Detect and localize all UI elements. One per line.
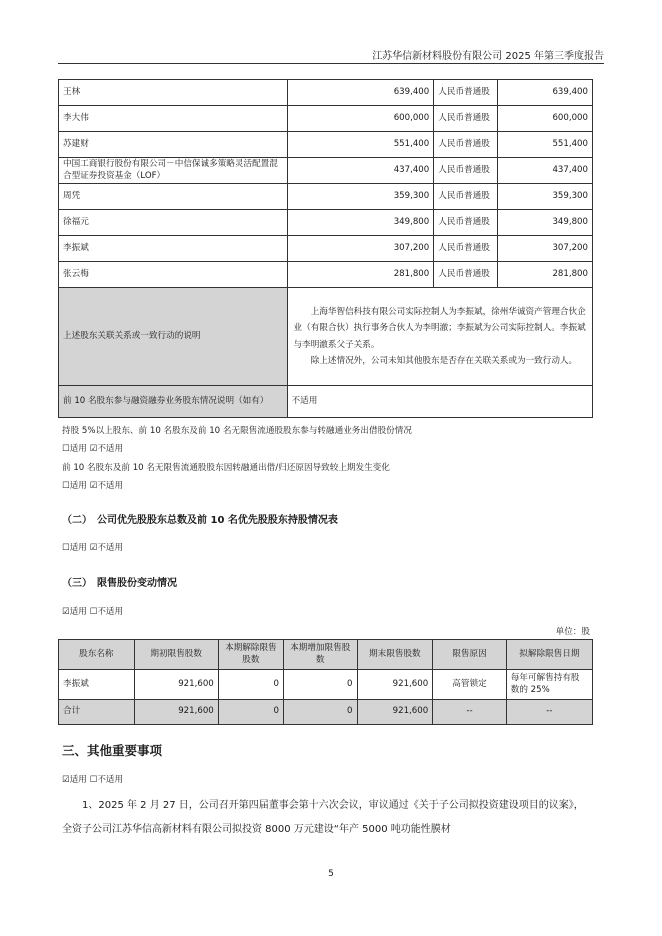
share-class: 人民币普通股	[434, 158, 498, 184]
share-count: 551,400	[498, 132, 593, 158]
shareholder-row	[59, 106, 593, 132]
shareholder-row	[59, 158, 593, 184]
unit-label: 单位：股	[555, 627, 590, 637]
shareholder-row	[59, 184, 593, 210]
shareholder-shares: 307,200	[287, 236, 434, 262]
share-count: 349,800	[498, 210, 593, 236]
other-matters-paragraph: 1、2025 年 2 月 27 日，公司召开第四届董事会第十六次会议，审议通过《关于子公司拟投资建设项目的议案》，全资子公司江苏华信高新材料有限公司拟投资 8000 万元建设“年产 5000 吨功能性膜材	[62, 800, 584, 835]
restricted-cell: 0	[218, 670, 283, 700]
shareholder-shares: 639,400	[287, 80, 434, 106]
restricted-cell: 合计	[59, 700, 135, 725]
relation-paragraph-2: 除上述情况外，公司未知其他股东是否存在关联关系或为一致行动人。	[310, 355, 578, 366]
shareholder-row	[59, 210, 593, 236]
shareholder-name: 中国工商银行股份有限公司－中信保诚多策略灵活配置混合型证券投资基金（LOF）	[59, 158, 288, 184]
share-class: 人民币普通股	[434, 236, 498, 262]
change-option: ☐适用 ☑不适用	[62, 481, 124, 491]
restricted-column-header: 期末限售股数	[357, 640, 433, 670]
shareholder-row	[59, 236, 593, 262]
shareholder-shares: 281,800	[287, 262, 434, 288]
relation-label: 上述股东关联关系或一致行动的说明	[59, 288, 288, 386]
header-divider	[58, 63, 604, 64]
share-class: 人民币普通股	[434, 184, 498, 210]
shareholder-shares: 437,400	[287, 158, 434, 184]
shareholder-shares: 600,000	[287, 106, 434, 132]
share-class: 人民币普通股	[434, 262, 498, 288]
restricted-total-row	[59, 700, 593, 725]
other-matters-option: ☑适用 ☐不适用	[62, 775, 124, 785]
restricted-cell: 每年可解售持有股数的 25%	[506, 670, 592, 700]
share-count: 437,400	[498, 158, 593, 184]
restricted-cell: 921,600	[134, 670, 218, 700]
section-restricted-option: ☑适用 ☐不适用	[62, 607, 124, 617]
share-count: 307,200	[498, 236, 593, 262]
shareholder-shares: 359,300	[287, 184, 434, 210]
shareholder-name: 苏建财	[59, 132, 288, 158]
shareholder-name: 李振斌	[59, 236, 288, 262]
restricted-cell: --	[506, 700, 592, 725]
shareholder-name: 王林	[59, 80, 288, 106]
other-matters-title: 三、其他重要事项	[62, 743, 163, 758]
restricted-cell: 李振斌	[59, 670, 135, 700]
restricted-cell: 921,600	[357, 670, 433, 700]
restricted-cell: 高管锁定	[433, 670, 507, 700]
restricted-shares-table	[58, 639, 593, 725]
share-class: 人民币普通股	[434, 106, 498, 132]
restricted-header-row	[59, 640, 593, 670]
page-number: 5	[328, 869, 334, 879]
relation-notes	[287, 288, 592, 386]
shareholder-shares: 349,800	[287, 210, 434, 236]
restricted-cell: 0	[283, 700, 357, 725]
shareholder-name: 张云梅	[59, 262, 288, 288]
shareholder-row	[59, 262, 593, 288]
share-count: 359,300	[498, 184, 593, 210]
shareholder-name: 李大伟	[59, 106, 288, 132]
share-count: 281,800	[498, 262, 593, 288]
margin-row	[59, 386, 593, 418]
restricted-row	[59, 670, 593, 700]
shareholder-name: 徐福元	[59, 210, 288, 236]
share-class: 人民币普通股	[434, 80, 498, 106]
shareholder-name: 周凭	[59, 184, 288, 210]
share-class: 人民币普通股	[434, 132, 498, 158]
restricted-column-header: 拟解除限售日期	[506, 640, 592, 670]
restricted-cell: --	[433, 700, 507, 725]
restricted-cell: 921,600	[357, 700, 433, 725]
restricted-column-header: 本期增加限售股数	[283, 640, 357, 670]
change-title: 前 10 名股东及前 10 名无限售流通股股东因转融通出借/归还原因导致较上期发生变化	[62, 463, 390, 473]
lending-option: ☐适用 ☑不适用	[62, 444, 124, 454]
restricted-cell: 0	[218, 700, 283, 725]
restricted-cell: 921,600	[134, 700, 218, 725]
restricted-column-header: 股东名称	[59, 640, 135, 670]
restricted-cell: 0	[283, 670, 357, 700]
section-restricted-title: （三） 限售股份变动情况	[62, 578, 177, 589]
share-count: 600,000	[498, 106, 593, 132]
share-count: 639,400	[498, 80, 593, 106]
share-class: 人民币普通股	[434, 210, 498, 236]
shareholder-row	[59, 80, 593, 106]
restricted-column-header: 限售原因	[433, 640, 507, 670]
margin-value: 不适用	[287, 386, 592, 418]
relation-row	[59, 288, 593, 386]
lending-title: 持股 5%以上股东、前 10 名股东及前 10 名无限售流通股股东参与转融通业务出借股份情况	[62, 426, 412, 436]
shareholder-row	[59, 132, 593, 158]
margin-label: 前 10 名股东参与融资融券业务股东情况说明（如有）	[59, 386, 288, 418]
section-preferred-title: （二） 公司优先股股东总数及前 10 名优先股股东持股情况表	[62, 515, 338, 526]
restricted-column-header: 期初限售股数	[134, 640, 218, 670]
relation-paragraph-1: 上海华智信科技有限公司实际控制人为李振斌，徐州华诚资产管理合伙企业（有限合伙）执行事务合伙人为李明澈；李振斌为公司实际控制人。李振斌与李明澈系父子关系。	[293, 306, 586, 350]
shareholder-shares: 551,400	[287, 132, 434, 158]
shareholder-table	[58, 79, 593, 418]
section-preferred-option: ☐适用 ☑不适用	[62, 543, 124, 553]
restricted-column-header: 本期解除限售股数	[218, 640, 283, 670]
report-header-title: 江苏华信新材料股份有限公司 2025 年第三季度报告	[372, 51, 604, 62]
